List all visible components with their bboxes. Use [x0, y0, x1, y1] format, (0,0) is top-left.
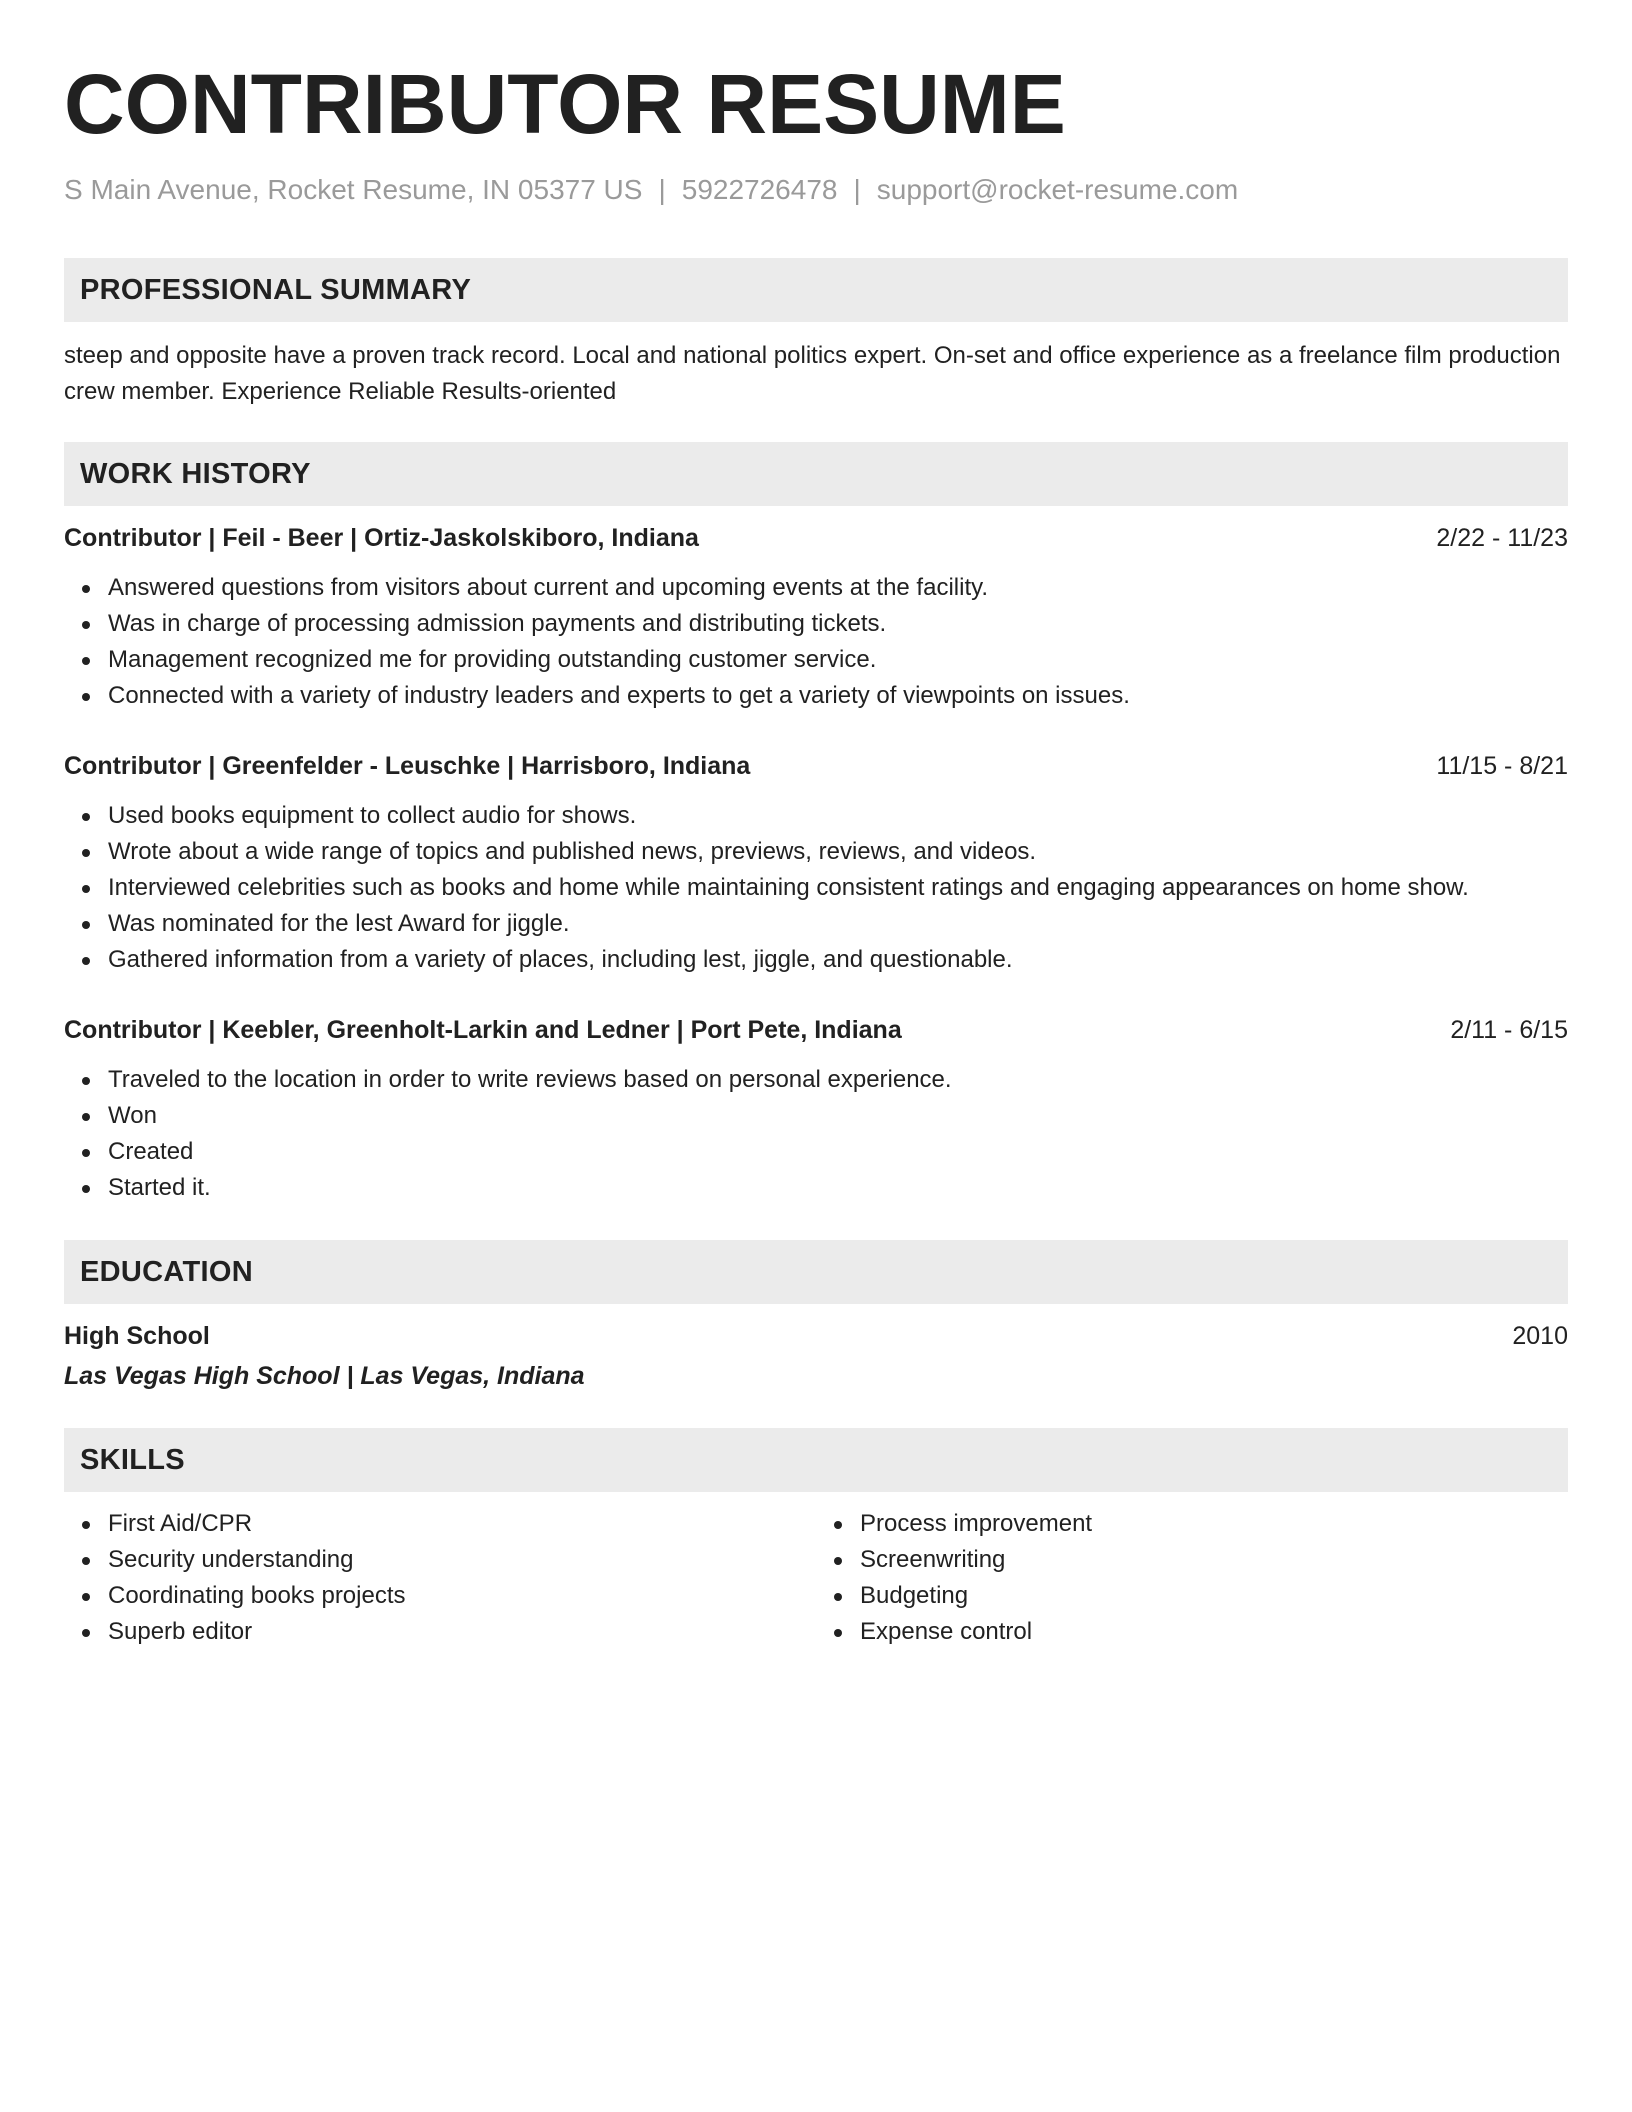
contact-email: support@rocket-resume.com	[876, 174, 1239, 205]
job-bullet-list	[64, 570, 1568, 714]
skills-list-right	[816, 1506, 1568, 1650]
job-bullet: Wrote about a wide range of topics and published news, previews, reviews, and videos.	[108, 834, 1568, 870]
skills-columns	[64, 1506, 1568, 1650]
job-bullet: Started it.	[108, 1170, 1568, 1206]
job-title: Contributor | Feil - Beer | Ortiz-Jaskolskiboro, Indiana	[64, 524, 699, 552]
contact-separator: |	[658, 174, 666, 205]
job-bullet: Used books equipment to collect audio for shows.	[108, 798, 1568, 834]
job-bullet: Created	[108, 1134, 1568, 1170]
skill-item: First Aid/CPR	[108, 1506, 816, 1542]
education-degree: High School	[64, 1322, 210, 1350]
job-title: Contributor | Keebler, Greenholt-Larkin and Ledner | Port Pete, Indiana	[64, 1016, 902, 1044]
contact-line	[64, 172, 1568, 208]
section-header-summary: PROFESSIONAL SUMMARY	[64, 258, 1568, 322]
skills-list-left	[64, 1506, 816, 1650]
skill-item: Screenwriting	[860, 1542, 1568, 1578]
contact-address: S Main Avenue, Rocket Resume, IN 05377 US	[64, 174, 643, 205]
contact-separator: |	[853, 174, 861, 205]
job-entry	[64, 748, 1568, 978]
education-school: Las Vegas High School | Las Vegas, Indiana	[64, 1362, 585, 1390]
job-dates: 2/11 - 6/15	[1450, 1016, 1568, 1044]
job-dates: 11/15 - 8/21	[1436, 752, 1568, 780]
job-bullet: Was in charge of processing admission payments and distributing tickets.	[108, 606, 1568, 642]
job-title: Contributor | Greenfelder - Leuschke | Harrisboro, Indiana	[64, 752, 751, 780]
job-bullet: Traveled to the location in order to write reviews based on personal experience.	[108, 1062, 1568, 1098]
skill-item: Security understanding	[108, 1542, 816, 1578]
job-entry	[64, 520, 1568, 714]
section-header-skills: SKILLS	[64, 1428, 1568, 1492]
job-bullet: Connected with a variety of industry leaders and experts to get a variety of viewpoints on issues.	[108, 678, 1568, 714]
skill-item: Superb editor	[108, 1614, 816, 1650]
section-header-education: EDUCATION	[64, 1240, 1568, 1304]
job-bullet: Interviewed celebrities such as books and home while maintaining consistent ratings and engaging appearances on home show.	[108, 870, 1568, 906]
education-entry	[64, 1318, 1568, 1394]
skill-item: Coordinating books projects	[108, 1578, 816, 1614]
summary-text: steep and opposite have a proven track record. Local and national politics expert. On-set and office experience as a freelance film production crew member. Experience Reliable Results-oriented	[64, 342, 1561, 405]
job-bullet: Won	[108, 1098, 1568, 1134]
job-dates: 2/22 - 11/23	[1436, 524, 1568, 552]
job-entry	[64, 1012, 1568, 1206]
skill-item: Process improvement	[860, 1506, 1568, 1542]
job-bullet-list	[64, 1062, 1568, 1206]
resume-title: CONTRIBUTOR RESUME	[64, 57, 1066, 151]
job-title-row	[64, 1012, 1568, 1048]
job-title-row	[64, 748, 1568, 784]
job-bullet: Was nominated for the lest Award for jiggle.	[108, 906, 1568, 942]
job-bullet: Management recognized me for providing outstanding customer service.	[108, 642, 1568, 678]
education-year: 2010	[1512, 1322, 1568, 1350]
education-row	[64, 1318, 1568, 1354]
contact-phone: 5922726478	[681, 174, 838, 205]
job-bullet-list	[64, 798, 1568, 978]
job-title-row	[64, 520, 1568, 556]
job-bullet: Answered questions from visitors about current and upcoming events at the facility.	[108, 570, 1568, 606]
section-header-work-history: WORK HISTORY	[64, 442, 1568, 506]
skill-item: Expense control	[860, 1614, 1568, 1650]
job-bullet: Gathered information from a variety of places, including lest, jiggle, and questionable.	[108, 942, 1568, 978]
skill-item: Budgeting	[860, 1578, 1568, 1614]
